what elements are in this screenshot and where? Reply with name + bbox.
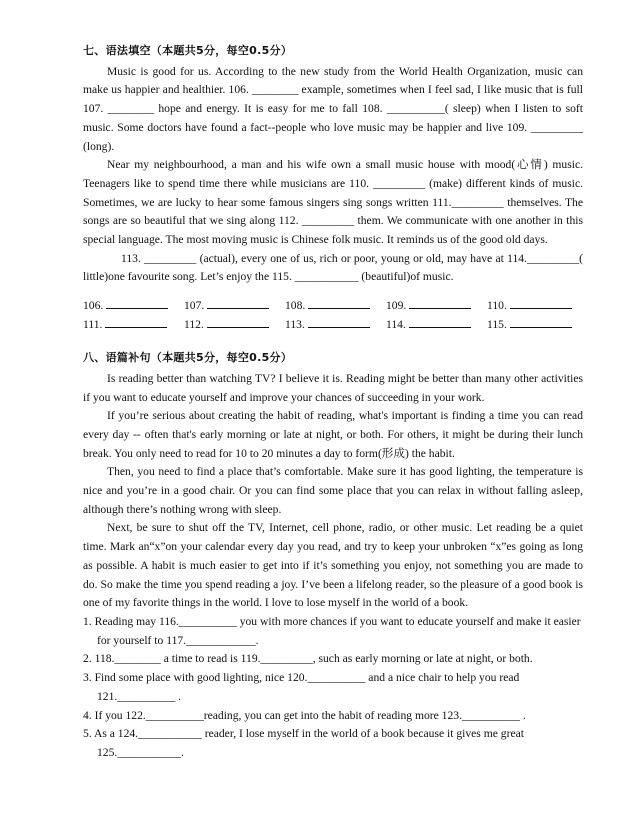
section-8-paragraph-3: Then, you need to find a place that’s comfortable. Make sure it has good lighting, the temperature is nice and you’re in a good chair. Or you can find some place that you can relax in without falling asleep, although there’s nothing wrong with sleep. xyxy=(83,465,583,516)
section-8-heading: 八、语篇补句（本题共5分，每空0.5分） xyxy=(83,351,293,365)
section-7-heading: 七、语法填空（本题共5分，每空0.5分） xyxy=(83,44,293,57)
answer-blank[interactable]: 111. xyxy=(83,316,184,335)
section-8-paragraph-4: Next, be sure to shut off the TV, Internet, cell phone, radio, or other music. Let reading be a quiet time. Mark an“x”on your calendar every day you read, and try to keep your unbroken “x”es going as long as possible. A habit is much easier to get into if it’s something you enjoy, not something you are made to do. So make the time you spend reading a joy. I’ve been a lifelong reader, so the pleasure of a good book is one of my favorite things in the world. I love to lose myself in the world of a book. xyxy=(83,521,583,610)
question-item-4: 4. If you 122.__________reading, you can get into the habit of reading more 123.__________ . xyxy=(83,708,526,722)
answer-blank[interactable]: 112. xyxy=(184,316,285,335)
answer-blank[interactable]: 107. xyxy=(184,297,285,316)
answer-blank[interactable]: 113. xyxy=(285,316,386,335)
section-7-paragraph-3: 113. _________ (actual), every one of us, rich or poor, young or old, may have at 114._________( little)one favourite song. Let’s enjoy the 115. ___________ (beautiful)of music. xyxy=(83,251,583,284)
answer-blank[interactable]: 106. xyxy=(83,297,184,316)
answer-blank[interactable]: 115. xyxy=(487,316,588,335)
worksheet-page xyxy=(83,42,583,763)
answer-blank[interactable]: 108. xyxy=(285,297,386,316)
section-7-paragraph-1: Music is good for us. According to the new study from the World Health Organization, music can make us happier and healthier. 106. ________ example, sometimes when I feel sad, I like music that is full 107. ________ hope and energy. It is easy for me to fall 108. __________( sleep) when I listen to soft music. Some doctors have found a fact--people who love music may be happier and live 109. _________ (long). xyxy=(83,64,583,153)
answer-blanks-row-2 xyxy=(83,316,583,335)
section-8-paragraph-2: If you’re serious about creating the habit of reading, what's important is finding a time you can read every day -- often that's early morning or late at night, or both. For others, it might be during their lunch break. You only need to read for 10 to 20 minutes a day to form(形成) the habit. xyxy=(83,409,583,460)
section-8-paragraph-1: Is reading better than watching TV? I believe it is. Reading might be better than many other activities if you want to educate yourself and improve your chances of succeeding in your work. xyxy=(83,371,583,404)
answer-blanks-row-1 xyxy=(83,297,583,316)
question-item-3: 3. Find some place with good lighting, nice 120.__________ and a nice chair to help you read 121.__________ . xyxy=(83,671,520,703)
section-7-paragraph-2: Near my neighbourhood, a man and his wife own a small music house with mood(心情) music. Teenagers like to spend time there while musicians are 110. _________ (make) different kinds of music. Sometimes, we are lucky to hear some famous singers sing songs written 111._________ themselves. The songs are so beautiful that we sing along 112. _________ them. We communicate with one another in this special language. The most moving music is Chinese folk music. It reminds us of the good old days. xyxy=(83,158,583,247)
answer-blank[interactable]: 109. xyxy=(386,297,487,316)
answer-blank[interactable]: 114. xyxy=(386,316,487,335)
question-item-1: 1. Reading may 116.__________ you with more chances if you want to educate yourself and make it easier for yourself to 117.____________. xyxy=(83,614,581,647)
question-item-5: 5. As a 124.___________ reader, I lose myself in the world of a book because it gives me great 125.___________. xyxy=(83,727,524,759)
question-item-2: 2. 118.________ a time to read is 119._________, such as early morning or late at night, or both. xyxy=(83,652,533,666)
answer-blank[interactable]: 110. xyxy=(487,297,588,316)
